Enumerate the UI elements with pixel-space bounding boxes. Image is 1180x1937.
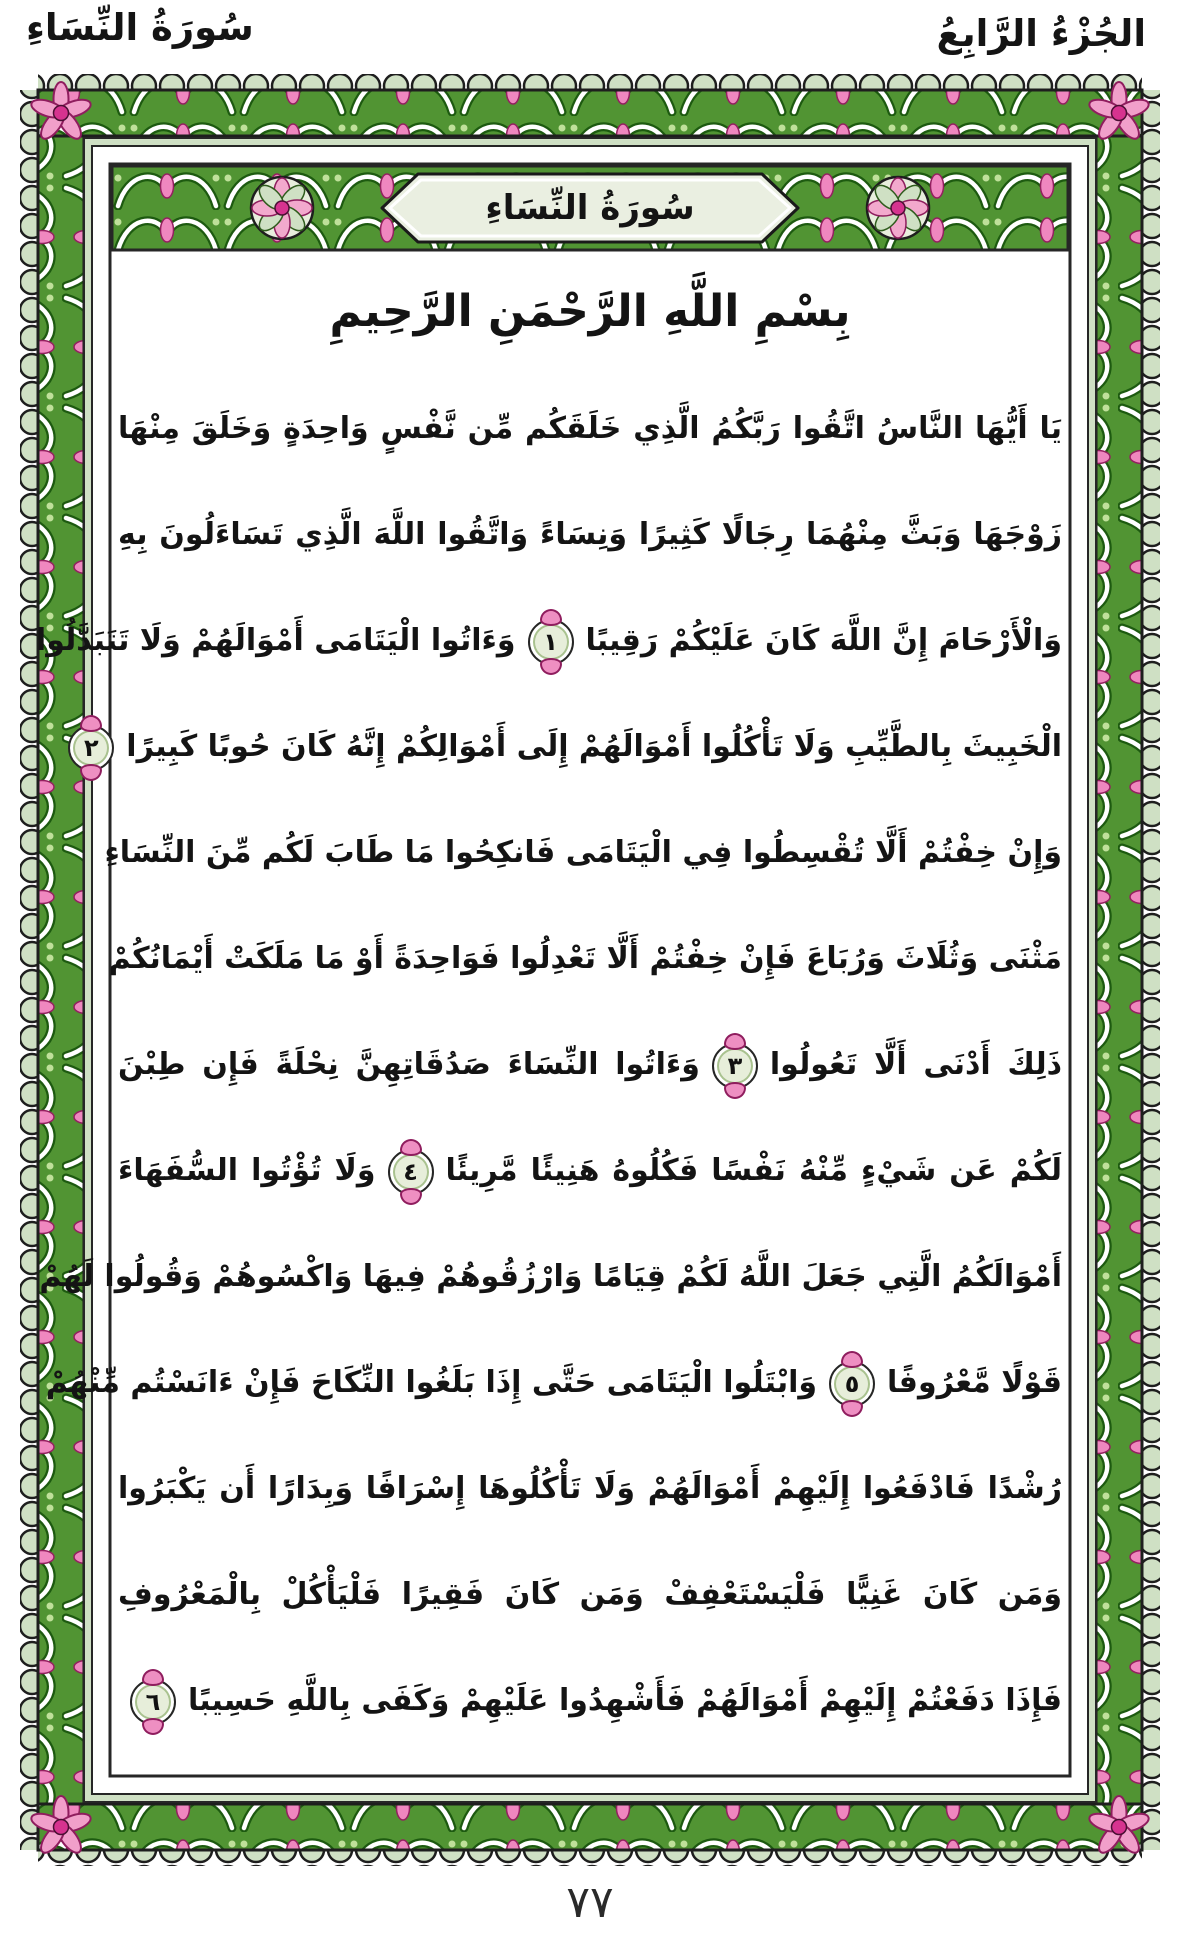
- verse-end-marker: ١: [528, 619, 574, 665]
- ayah-text: وَءَاتُوا الْيَتَامَى أَمْوَالَهُمْ وَلَا تَتَبَدَّلُوا: [35, 623, 516, 658]
- ayah-text: فَإِذَا دَفَعْتُمْ إِلَيْهِمْ أَمْوَالَهُمْ فَأَشْهِدُوا عَلَيْهِمْ وَكَفَى بِاللَّهِ حَسِيبًا: [188, 1683, 1062, 1718]
- ayah-text: وَإِنْ خِفْتُمْ أَلَّا تُقْسِطُوا فِي الْيَتَامَى فَانكِحُوا مَا طَابَ لَكُم مِّنَ النِّسَاءِ: [104, 835, 1062, 870]
- verse-end-marker: ٥: [829, 1361, 875, 1407]
- ayah-text: رُشْدًا فَادْفَعُوا إِلَيْهِمْ أَمْوَالَهُمْ وَلَا تَأْكُلُوهَا إِسْرَافًا وَبِدَارًا أَن يَكْبَرُوا: [118, 1471, 1062, 1506]
- quran-line: [118, 376, 1062, 482]
- quran-line: [45, 1330, 1062, 1436]
- ayah-text: زَوْجَهَا وَبَثَّ مِنْهُمَا رِجَالًا كَثِيرًا وَنِسَاءً وَاتَّقُوا اللَّهَ الَّذِي تَسَاءَلُونَ بِهِ: [118, 517, 1062, 552]
- page-number: ٧٧: [566, 1876, 614, 1928]
- ayah-text: قَوْلًا مَّعْرُوفًا: [887, 1365, 1062, 1400]
- text-block: [35, 166, 1068, 1774]
- border-band-top: [38, 90, 1142, 136]
- ayah-text: مَثْنَى وَثُلَاثَ وَرُبَاعَ فَإِنْ خِفْتُمْ أَلَّا تَعْدِلُوا فَوَاحِدَةً أَوْ مَا مَلَكَتْ أَيْمَانُكُمْ: [108, 941, 1062, 976]
- rosette-icon: [867, 177, 929, 239]
- ayah-text: وَلَا تُؤْتُوا السُّفَهَاءَ: [118, 1153, 376, 1188]
- ayah-text: وَابْتَلُوا الْيَتَامَى حَتَّى إِذَا بَلَغُوا النِّكَاحَ فَإِنْ ءَانَسْتُم مِّنْهُمْ: [45, 1365, 818, 1400]
- quran-line: [118, 1648, 1062, 1754]
- ayah-text: الْخَبِيثَ بِالطَّيِّبِ وَلَا تَأْكُلُوا أَمْوَالَهُمْ إِلَى أَمْوَالِكُمْ إِنَّهُ كَانَ حُوبًا كَبِيرًا: [126, 729, 1062, 764]
- quran-line: [108, 906, 1062, 1012]
- quran-line: [39, 1224, 1062, 1330]
- verse-end-marker: ٤: [388, 1149, 434, 1195]
- ayah-text: أَمْوَالَكُمُ الَّتِي جَعَلَ اللَّهُ لَكُمْ قِيَامًا وَارْزُقُوهُمْ فِيهَا وَاكْسُوهُمْ وَقُولُوا لَهُمْ: [39, 1259, 1062, 1294]
- verse-end-marker: ٦: [130, 1679, 176, 1725]
- verse-end-marker: ٣: [712, 1043, 758, 1089]
- ayah-text: وَالْأَرْحَامَ إِنَّ اللَّهَ كَانَ عَلَيْكُمْ رَقِيبًا: [585, 623, 1062, 658]
- surah-title-band: [112, 166, 1068, 250]
- bismillah: بِسْمِ اللَّهِ الرَّحْمَنِ الرَّحِيمِ: [329, 285, 851, 337]
- quran-line: [118, 1012, 1062, 1118]
- ayah-text: وَمَن كَانَ غَنِيًّا فَلْيَسْتَعْفِفْ وَمَن كَانَ فَقِيرًا فَلْيَأْكُلْ بِالْمَعْرُوفِ: [118, 1577, 1062, 1612]
- quran-line: [104, 800, 1062, 906]
- quran-line: [35, 588, 1062, 694]
- surah-title: سُورَةُ النِّسَاءِ: [485, 188, 695, 228]
- quran-lines: [35, 372, 1068, 1754]
- quran-line: [118, 1118, 1062, 1224]
- quran-line: [118, 482, 1062, 588]
- rosette-icon: [251, 177, 313, 239]
- border-band-left: [38, 90, 84, 1850]
- ayah-text: يَا أَيُّهَا النَّاسُ اتَّقُوا رَبَّكُمُ الَّذِي خَلَقَكُم مِّن نَّفْسٍ وَاحِدَةٍ وَخَلَقَ مِنْهَا: [118, 411, 1062, 446]
- juz-header: الجُزْءُ الرَّابِعُ: [936, 12, 1146, 55]
- ayah-text: لَكُمْ عَن شَيْءٍ مِّنْهُ نَفْسًا فَكُلُوهُ هَنِيئًا مَّرِيئًا: [445, 1153, 1062, 1188]
- border-band-bottom: [38, 1804, 1142, 1850]
- quran-line: [118, 1436, 1062, 1542]
- surah-header: سُورَةُ النِّسَاءِ: [26, 6, 254, 49]
- verse-end-marker: ٢: [68, 725, 114, 771]
- quran-line: [83, 694, 1062, 800]
- border-band-right: [1096, 90, 1142, 1850]
- ayah-text: ذَلِكَ أَدْنَى أَلَّا تَعُولُوا: [769, 1047, 1062, 1082]
- ayah-text: وَءَاتُوا النِّسَاءَ صَدُقَاتِهِنَّ نِحْلَةً فَإِن طِبْنَ: [118, 1047, 700, 1082]
- quran-line: [118, 1542, 1062, 1648]
